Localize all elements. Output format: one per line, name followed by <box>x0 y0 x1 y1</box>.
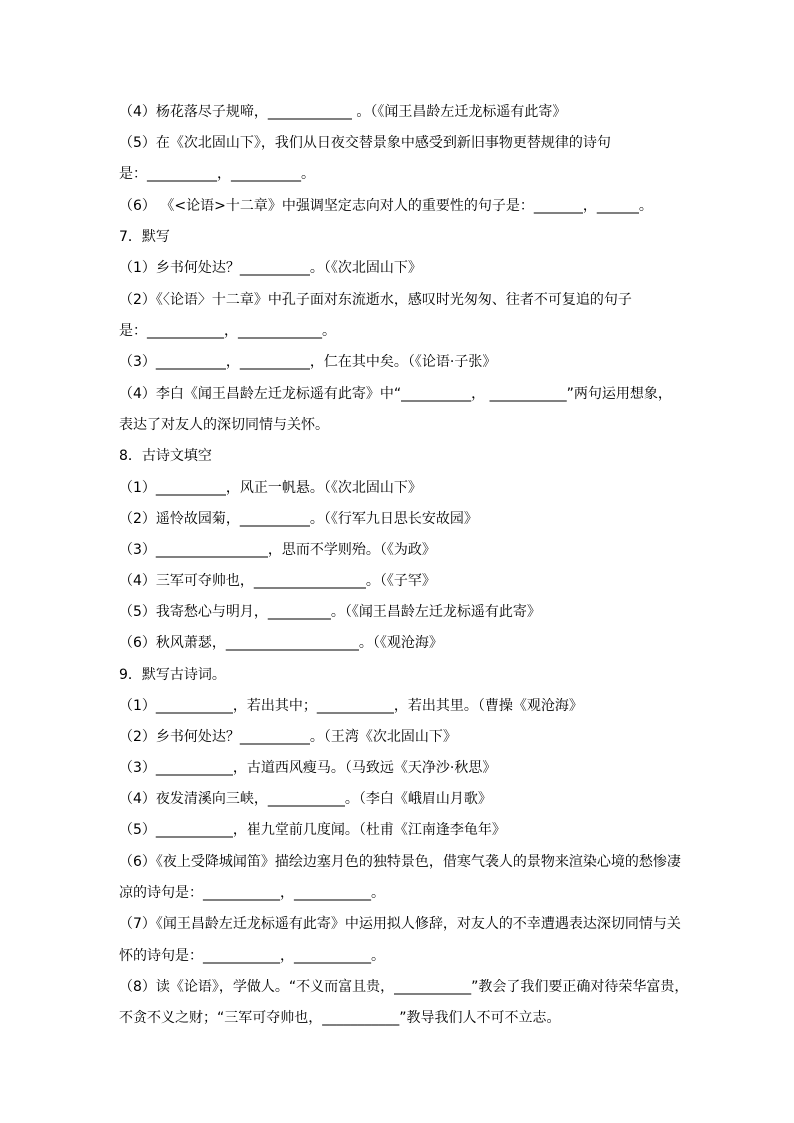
section-9-heading: 9．默写古诗词。 <box>119 667 226 683</box>
question-7-2-answer: 是：___________，____________。 <box>119 323 336 339</box>
question-9-7-cont: 怀的诗句是：___________，___________。 <box>119 948 385 964</box>
question-6-6: （6） 《<论语>十二章》中强调坚定志向对人的重要性的句子是：_______，______。 <box>119 198 653 214</box>
question-9-4: （4）夜发清溪向三峡，___________。（李白《峨眉山月歌》 <box>119 791 492 807</box>
question-9-3: （3）___________，古道西风瘦马。（马致远《天净沙·秋思》 <box>119 760 497 776</box>
question-7-2: （2）《〈论语〉十二章》中孔子面对东流逝水，感叹时光匆匆、往者不可复追的句子 <box>119 292 632 308</box>
question-8-3: （3）________________，思而不学则殆。（《为政》 <box>119 542 436 558</box>
question-9-2: （2）乡书何处达？__________。（王湾《次北固山下》 <box>119 729 457 745</box>
question-7-4-cont: 表达了对友人的深切同情与关怀。 <box>119 417 329 433</box>
question-9-8-cont: 不贪不义之财；“三军可夺帅也，___________”教导我们人不可不立志。 <box>119 1010 561 1026</box>
question-9-8: （8）读《论语》，学做人。“不义而富且贵，___________”教会了我们要正确对待荣华富贵， <box>119 979 689 995</box>
question-8-4: （4）三军可夺帅也，________________。（《子罕》 <box>119 573 436 589</box>
question-8-6: （6）秋风萧瑟，___________________。（《观沧海》 <box>119 635 443 651</box>
section-7-heading: 7．默写 <box>119 229 170 245</box>
question-6-4: （4）杨花落尽子规啼，____________ 。（《闻王昌龄左迁龙标遥有此寄》 <box>119 104 567 120</box>
question-9-7: （7）《闻王昌龄左迁龙标遥有此寄》中运用拟人修辞，对友人的不幸遭遇表达深切同情与关 <box>119 916 681 932</box>
question-9-6: （6）《夜上受降城闻笛》描绘边塞月色的独特景色，借寒气袭人的景物来渲染心境的愁惨凄 <box>119 854 681 870</box>
question-9-1: （1）___________，若出其中；___________，若出其里。（曹操《观沧海》 <box>119 698 583 714</box>
question-9-6-cont: 凉的诗句是：___________，___________。 <box>119 885 385 901</box>
question-8-5: （5）我寄愁心与明月，_________。（《闻王昌龄左迁龙标遥有此寄》 <box>119 604 541 620</box>
question-6-5-answer: 是：__________，__________。 <box>119 166 315 182</box>
question-9-5: （5）___________，崔九堂前几度闻。（杜甫《江南逢李龟年》 <box>119 822 506 838</box>
question-8-1: （1）__________，风正一帆悬。（《次北固山下》 <box>119 480 422 496</box>
question-7-3: （3）__________，__________，仁在其中矣。（《论语·子张》 <box>119 354 497 370</box>
question-7-4: （4）李白《闻王昌龄左迁龙标遥有此寄》中“__________， ___________”两句运用想象， <box>119 386 672 402</box>
section-8-heading: 8．古诗文填空 <box>119 448 212 464</box>
question-8-2: （2）遥怜故园菊，__________。（《行军九日思长安故园》 <box>119 511 478 527</box>
question-7-1: （1）乡书何处达？__________。（《次北固山下》 <box>119 260 422 276</box>
question-6-5: （5）在《次北固山下》，我们从日夜交替景象中感受到新旧事物更替规律的诗句 <box>119 135 611 151</box>
